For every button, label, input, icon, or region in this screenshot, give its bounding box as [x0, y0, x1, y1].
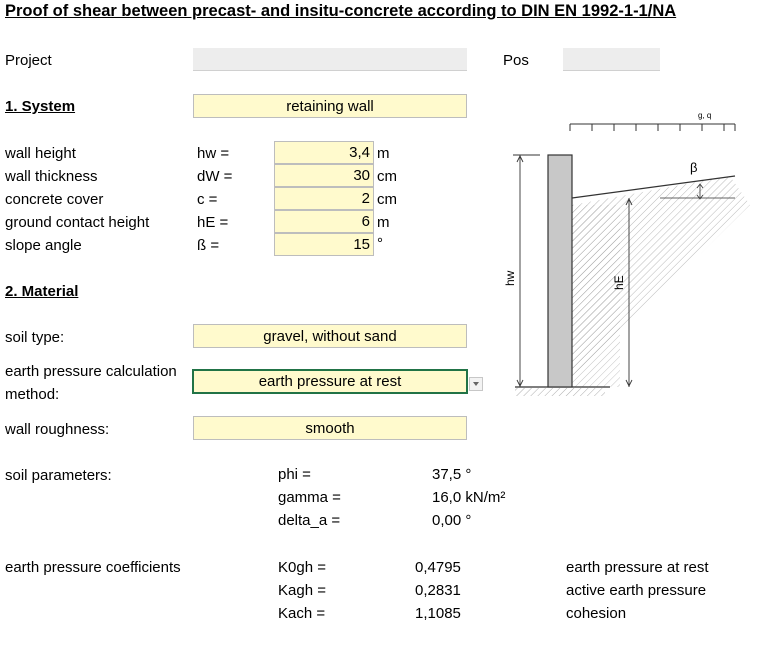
ground-contact-height-input[interactable]: 6	[274, 210, 374, 233]
project-label: Project	[5, 52, 52, 69]
kach-name: Kach =	[278, 605, 326, 622]
wall-height-symbol: hw =	[197, 145, 230, 162]
system-heading: 1. System	[5, 98, 76, 115]
soil-backfill-hatch	[572, 205, 620, 387]
wall-thickness-label: wall thickness	[5, 168, 98, 185]
concrete-cover-symbol: c =	[197, 191, 218, 208]
slope-angle-unit: °	[377, 235, 383, 252]
wall-thickness-unit: cm	[377, 168, 397, 185]
ep-method-label-line1: earth pressure calculation	[5, 363, 177, 380]
load-label: g, q	[698, 111, 712, 120]
ep-method-label-line2: method:	[5, 386, 60, 403]
phi-value: 37,5 °	[432, 466, 472, 483]
hw-dimension	[513, 155, 540, 387]
material-heading: 2. Material	[5, 283, 79, 300]
slope-angle-input[interactable]: 15	[274, 233, 374, 256]
page-title: Proof of shear between precast- and insitu-concrete according to DIN EN 1992-1-1/NA	[5, 2, 677, 20]
system-type-field[interactable]: retaining wall	[193, 94, 467, 118]
wall-roughness-field[interactable]: smooth	[193, 416, 467, 440]
concrete-cover-input[interactable]: 2	[274, 187, 374, 210]
kagh-value: 0,2831	[415, 582, 461, 599]
soil-type-field[interactable]: gravel, without sand	[193, 324, 467, 348]
ep-method-select[interactable]: earth pressure at rest	[192, 369, 468, 394]
ground-contact-height-label: ground contact height	[5, 214, 150, 231]
coefficients-label: earth pressure coefficients	[5, 559, 181, 576]
slope-angle-label: slope angle	[5, 237, 82, 254]
soil-parameters-label: soil parameters:	[5, 467, 112, 484]
ground-hatch	[515, 388, 605, 396]
slope-angle-symbol: ß =	[197, 237, 220, 254]
wall-height-unit: m	[377, 145, 390, 162]
k0gh-value: 0,4795	[415, 559, 461, 576]
soil-type-label: soil type:	[5, 329, 65, 346]
hw-label: hw	[503, 270, 517, 286]
kagh-name: Kagh =	[278, 582, 326, 599]
he-label: hE	[612, 275, 626, 290]
gamma-value: 16,0 kN/m²	[432, 489, 506, 506]
wall-shape	[548, 155, 572, 387]
ground-contact-height-unit: m	[377, 214, 390, 231]
beta-label: β	[690, 160, 698, 175]
gamma-name: gamma =	[278, 489, 341, 506]
wall-thickness-input[interactable]: 30	[274, 164, 374, 187]
delta-a-name: delta_a =	[278, 512, 341, 529]
k0gh-desc: earth pressure at rest	[566, 559, 709, 576]
delta-a-value: 0,00 °	[432, 512, 472, 529]
concrete-cover-label: concrete cover	[5, 191, 104, 208]
kach-desc: cohesion	[566, 605, 627, 622]
wall-height-input[interactable]: 3,4	[274, 141, 374, 164]
k0gh-name: K0gh =	[278, 559, 326, 576]
load-arrows	[570, 124, 735, 131]
phi-name: phi =	[278, 466, 311, 483]
kagh-desc: active earth pressure	[566, 582, 707, 599]
concrete-cover-unit: cm	[377, 191, 397, 208]
wall-height-label: wall height	[5, 145, 76, 162]
kach-value: 1,1085	[415, 605, 461, 622]
wall-thickness-symbol: dW =	[197, 168, 233, 185]
pos-label: Pos	[503, 52, 529, 69]
ground-contact-height-symbol: hE =	[197, 214, 229, 231]
wall-roughness-label: wall roughness:	[5, 421, 110, 438]
